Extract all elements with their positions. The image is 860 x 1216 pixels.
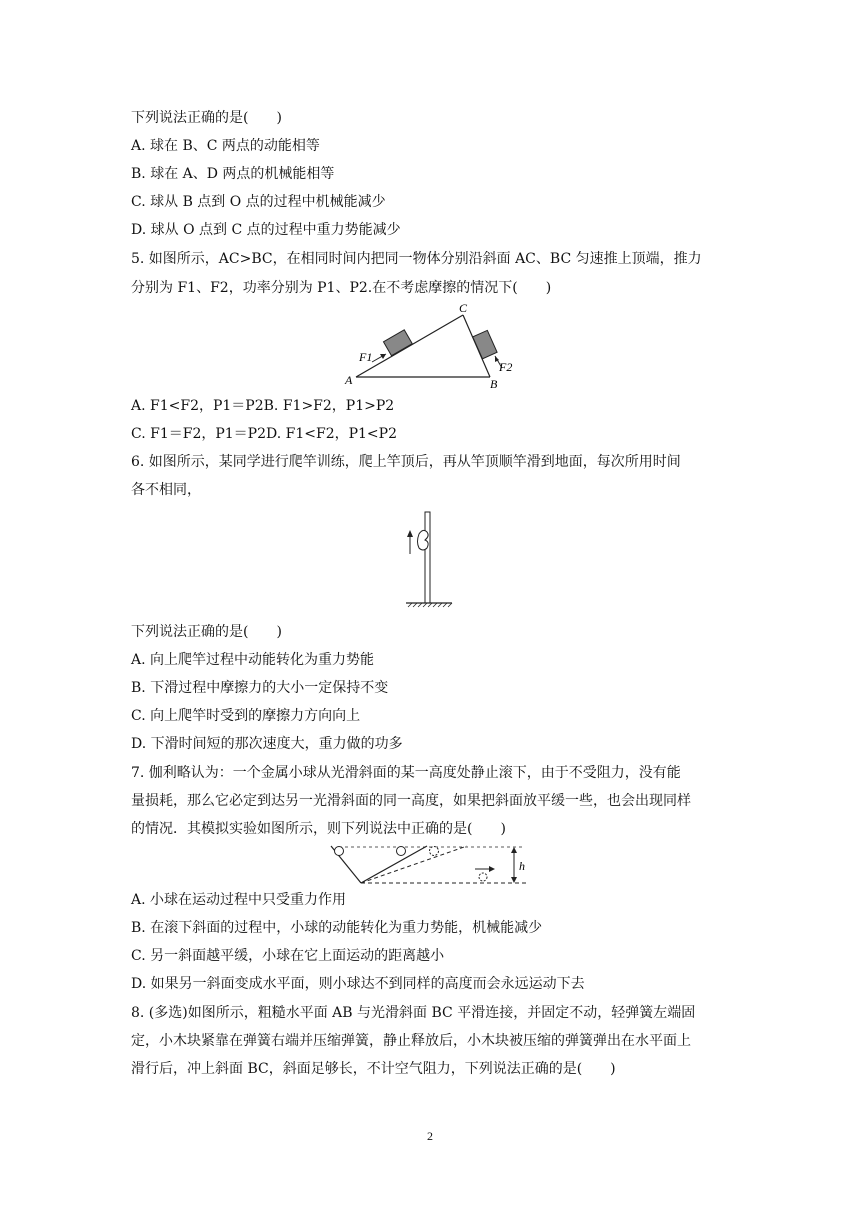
q7-option-d: D. 如果另一斜面变成水平面，则小球达不到同样的高度而会永远运动下去 — [131, 976, 585, 992]
q6-option-a: A. 向上爬竿过程中动能转化为重力势能 — [131, 652, 375, 668]
q5-stem-line2: 分别为 F1、F2，功率分别为 P1、P2.在不考虑摩擦的情况下( ) — [131, 280, 552, 296]
q8-stem-line1: 8. (多选)如图所示，粗糙水平面 AB 与光滑斜面 BC 平滑连接，并固定不动，轻弹簧左端固 — [131, 1005, 696, 1021]
q6-stem-line1: 6. 如图所示，某同学进行爬竿训练，爬上竿顶后，再从竿顶顺竿滑到地面，每次所用时间 — [131, 454, 681, 470]
q5-options-cd: C. F1＝F2，P1＝P2D. F1<F2，P1<P2 — [131, 426, 397, 442]
q4-option-c: C. 球从 B 点到 O 点的过程中机械能减少 — [131, 194, 386, 210]
q7-option-b: B. 在滚下斜面的过程中，小球的动能转化为重力势能，机械能减少 — [131, 920, 543, 936]
q6-option-b: B. 下滑过程中摩擦力的大小一定保持不变 — [131, 680, 389, 696]
q5-label-f2: F2 — [499, 360, 513, 374]
q7-stem-line2: 量损耗，那么它必定到达另一光滑斜面的同一高度，如果把斜面放平缓一些，也会出现同样 — [131, 793, 691, 809]
page-number: 2 — [427, 1129, 433, 1143]
q5-label-f1: F1 — [359, 350, 373, 364]
q6-stem-line2: 各不相同， — [131, 482, 201, 498]
q7-label-h: h — [519, 859, 525, 873]
q8-stem-line2: 定，小木块紧靠在弹簧右端并压缩弹簧，静止释放后，小木块被压缩的弹簧弹出在水平面上 — [131, 1033, 691, 1049]
q7-option-a: A. 小球在运动过程中只受重力作用 — [131, 892, 347, 908]
q6-prompt: 下列说法正确的是( ) — [131, 624, 282, 640]
q5-incline-figure — [340, 302, 520, 390]
q4-option-b: B. 球在 A、D 两点的机械能相等 — [131, 166, 335, 182]
q4-option-d: D. 球从 O 点到 C 点的过程中重力势能减少 — [131, 222, 401, 238]
q7-option-c: C. 另一斜面越平缓，小球在它上面运动的距离越小 — [131, 948, 445, 964]
q6-option-c: C. 向上爬竿时受到的摩擦力方向向上 — [131, 708, 361, 724]
q5-options-ab: A. F1<F2，P1＝P2B. F1>F2，P1>P2 — [131, 398, 395, 414]
q4-option-a: A. 球在 B、C 两点的动能相等 — [131, 138, 320, 154]
q4-prompt: 下列说法正确的是( ) — [131, 110, 282, 126]
q5-stem-line1: 5. 如图所示，AC>BC，在相同时间内把同一物体分别沿斜面 AC、BC 匀速推上顶端，推力 — [131, 251, 702, 267]
q7-stem-line1: 7. 伽利略认为：一个金属小球从光滑斜面的某一高度处静止滚下，由于不受阻力，没有能 — [131, 765, 681, 781]
q8-stem-line3: 滑行后，冲上斜面 BC，斜面足够长，不计空气阻力，下列说法正确的是( ) — [131, 1061, 616, 1077]
q6-pole-climb-figure — [402, 508, 462, 608]
q5-label-b: B — [490, 377, 498, 390]
q7-galileo-incline-figure — [327, 843, 537, 889]
q5-label-a: A — [345, 373, 353, 387]
q5-label-c: C — [459, 302, 468, 315]
q7-stem-line3: 的情况．其模拟实验如图所示，则下列说法中正确的是( ) — [131, 821, 506, 837]
q6-option-d: D. 下滑时间短的那次速度大，重力做的功多 — [131, 736, 403, 752]
